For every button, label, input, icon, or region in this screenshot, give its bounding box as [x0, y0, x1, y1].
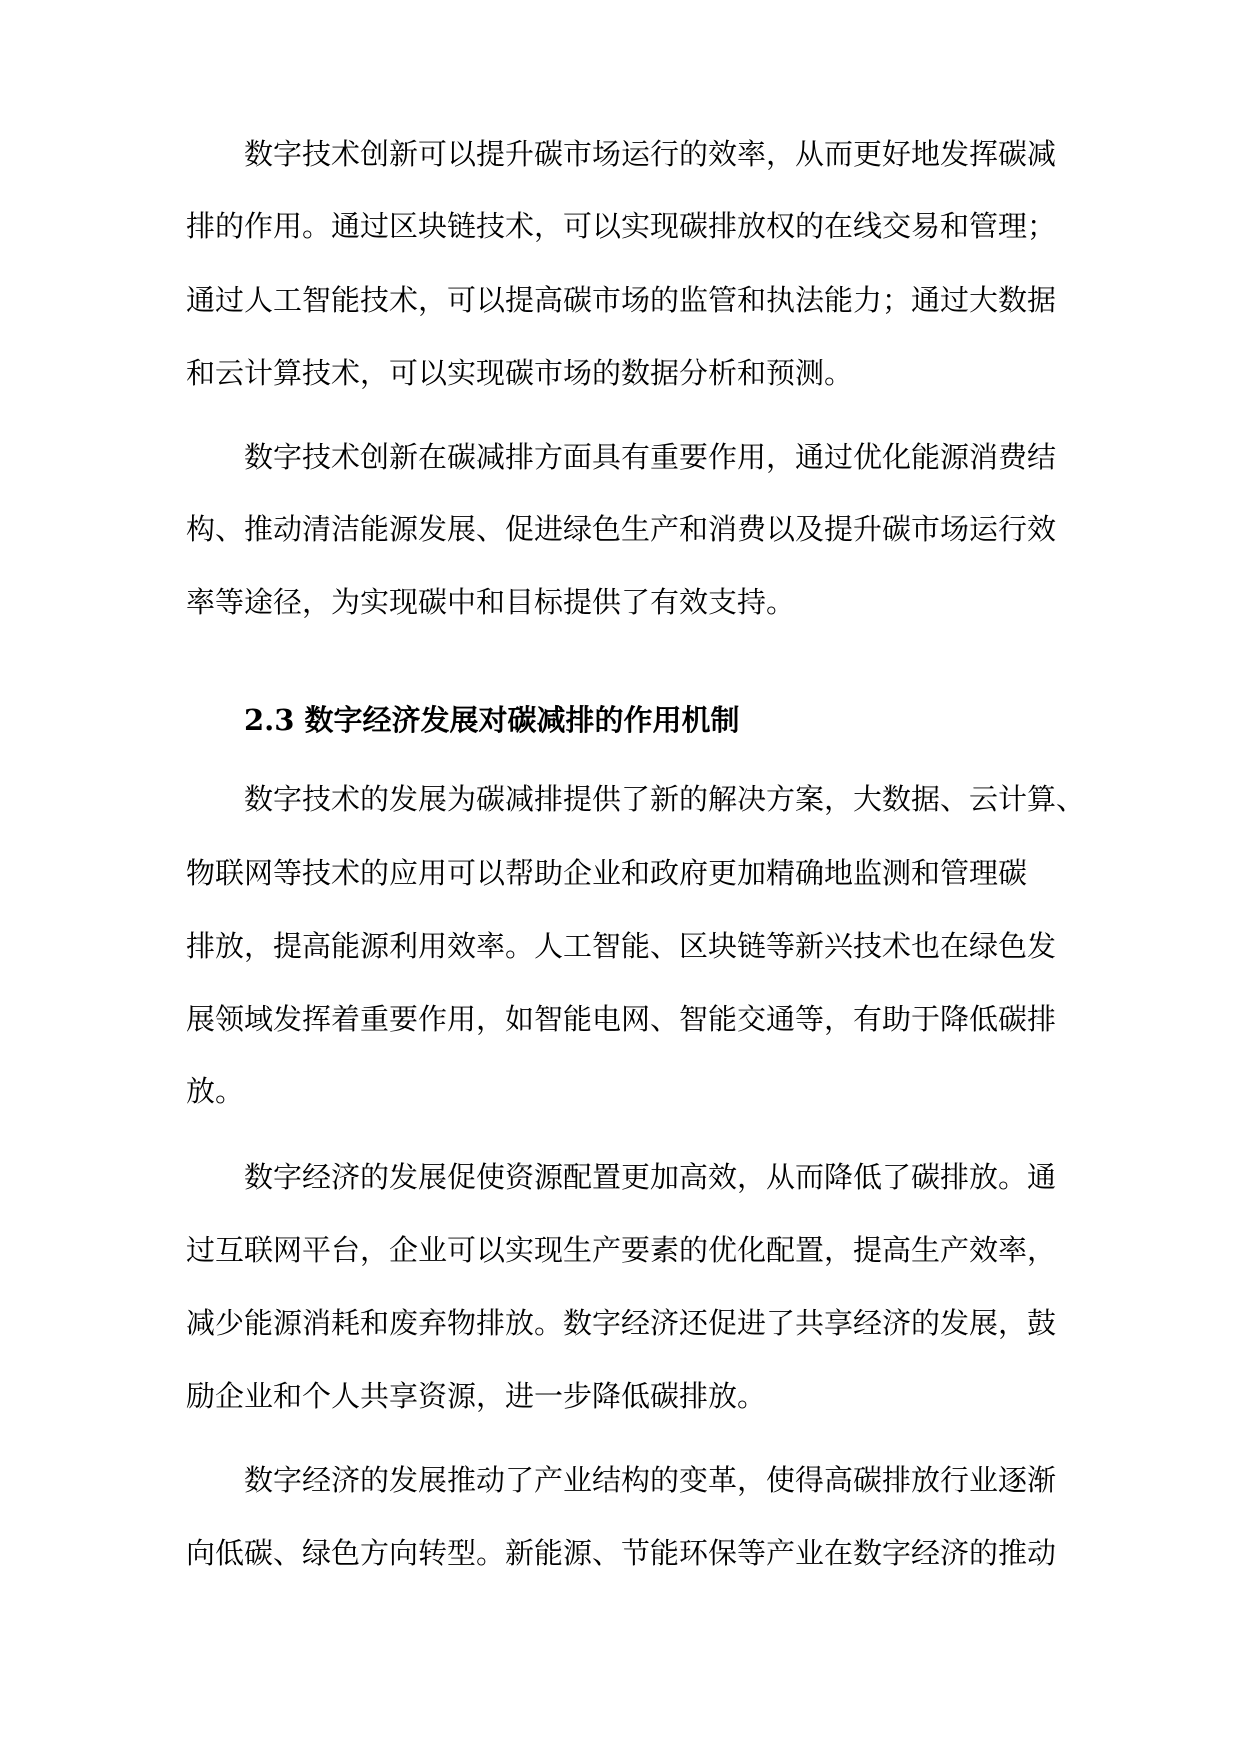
paragraph-3-line-5: 放。 — [186, 1074, 245, 1108]
paragraph-1-line-1: 数字技术创新可以提升碳市场运行的效率，从而更好地发挥碳减 — [244, 137, 1057, 171]
paragraph-5-line-2: 向低碳、绿色方向转型。新能源、节能环保等产业在数字经济的推动 — [186, 1536, 1057, 1570]
section-heading: 2.3 数字经济发展对碳减排的作用机制 — [244, 703, 740, 737]
paragraph-4-line-1: 数字经济的发展促使资源配置更加高效，从而降低了碳排放。通 — [244, 1160, 1057, 1194]
paragraph-3-line-2: 物联网等技术的应用可以帮助企业和政府更加精确地监测和管理碳 — [186, 856, 1028, 890]
paragraph-2-line-2: 构、推动清洁能源发展、促进绿色生产和消费以及提升碳市场运行效 — [186, 512, 1057, 546]
paragraph-1-line-4: 和云计算技术，可以实现碳市场的数据分析和预测。 — [186, 356, 854, 390]
paragraph-3-line-3: 排放，提高能源利用效率。人工智能、区块链等新兴技术也在绿色发 — [186, 929, 1057, 963]
paragraph-5-line-1: 数字经济的发展推动了产业结构的变革，使得高碳排放行业逐渐 — [244, 1463, 1057, 1497]
paragraph-3-line-4: 展领域发挥着重要作用，如智能电网、智能交通等，有助于降低碳排 — [186, 1002, 1057, 1036]
paragraph-2-line-1: 数字技术创新在碳减排方面具有重要作用，通过优化能源消费结 — [244, 440, 1057, 474]
paragraph-4-line-2: 过互联网平台，企业可以实现生产要素的优化配置，提高生产效率， — [186, 1233, 1057, 1267]
paragraph-2-line-3: 率等途径，为实现碳中和目标提供了有效支持。 — [186, 585, 796, 619]
paragraph-1-line-2: 排的作用。通过区块链技术，可以实现碳排放权的在线交易和管理； — [186, 209, 1057, 243]
paragraph-4-line-3: 减少能源消耗和废弃物排放。数字经济还促进了共享经济的发展，鼓 — [186, 1306, 1057, 1340]
paragraph-3-line-1: 数字技术的发展为碳减排提供了新的解决方案，大数据、云计算、 — [244, 782, 1086, 816]
paragraph-4-line-4: 励企业和个人共享资源，进一步降低碳排放。 — [186, 1379, 767, 1413]
paragraph-1-line-3: 通过人工智能技术，可以提高碳市场的监管和执法能力；通过大数据 — [186, 283, 1057, 317]
